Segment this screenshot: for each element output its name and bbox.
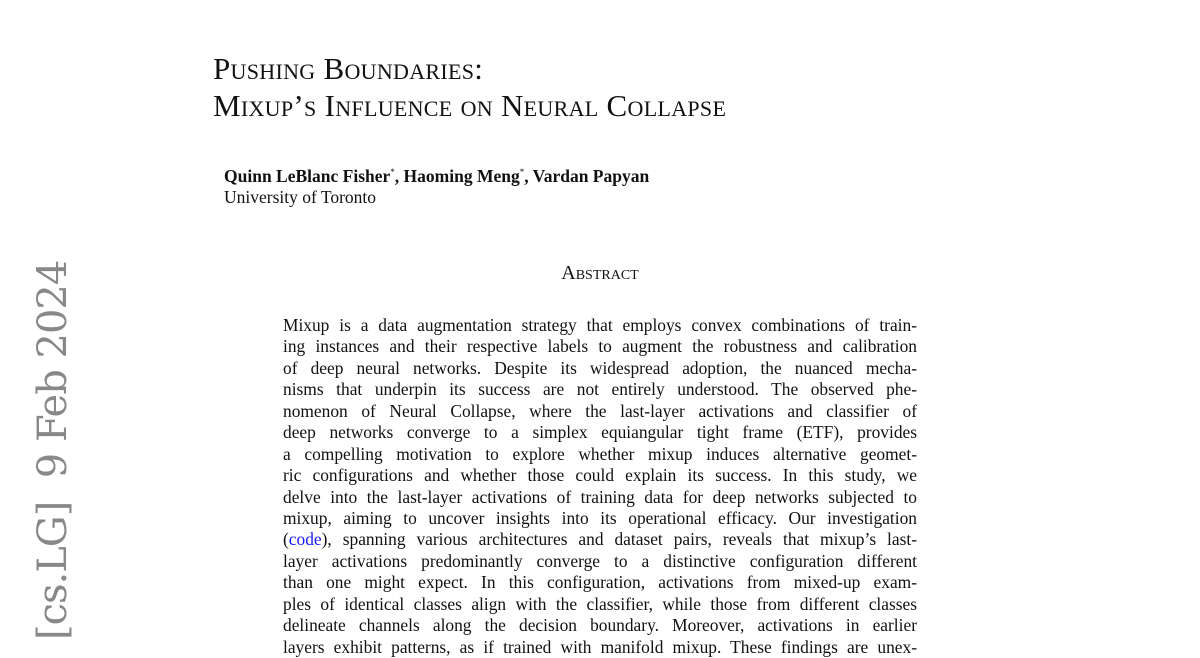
arxiv-date: 9 Feb 2024 [30, 260, 76, 479]
author-name: Vardan Papyan [532, 165, 650, 186]
title-line-2: Mixup’s Influence on Neural Collapse [213, 88, 727, 123]
paren: ( [283, 529, 289, 550]
author-name: Haoming Meng [403, 165, 520, 186]
title-line-1: Pushing Boundaries: [213, 51, 484, 86]
abstract-line-text: ), spanning various architectures and dataset pairs, reveals that mixup’s last- [321, 529, 917, 550]
abstract-line: ric configurations and whether those could explain its success. In this study, we [283, 465, 917, 486]
abstract-line: than one might expect. In this configuration, activations from mixed-up exam- [283, 572, 917, 593]
arxiv-category: [cs.LG] [30, 501, 76, 640]
equal-contribution-mark: * [390, 167, 395, 177]
abstract-line: nisms that underpin its success are not entirely understood. The observed phe- [283, 379, 917, 400]
abstract-line: layers exhibit patterns, as if trained with manifold mixup. These findings are unex- [283, 636, 917, 657]
abstract-heading: Abstract [561, 262, 639, 284]
author-name: Quinn LeBlanc Fisher [224, 165, 391, 186]
equal-contribution-mark: * [519, 167, 525, 177]
abstract-body [283, 315, 917, 658]
arxiv-side-label [30, 261, 76, 640]
abstract-line: layer activations predominantly converge to a distinctive configuration different [283, 550, 917, 571]
affiliation: University of Toronto [224, 186, 377, 207]
abstract-line: of deep neural networks. Despite its widespread adoption, the nuanced mecha- [283, 357, 917, 378]
abstract-line: Mixup is a data augmentation strategy that employs convex combinations of train- [283, 315, 917, 335]
code-link[interactable]: code [288, 529, 322, 550]
abstract-line [283, 529, 917, 550]
abstract-line: ing instances and their respective labels to augment the robustness and calibration [283, 336, 917, 357]
abstract-line: delve into the last-layer activations of training data for deep networks subjected to [283, 486, 917, 507]
abstract-line: a compelling motivation to explore whether mixup induces alternative geomet- [283, 443, 917, 464]
abstract-line: nomenon of Neural Collapse, where the last-layer activations and classifier of [283, 400, 917, 421]
abstract-line: delineate channels along the decision boundary. Moreover, activations in earlier [283, 615, 917, 636]
paper-title [213, 50, 726, 124]
author-block: Quinn LeBlanc Fisher*, Haoming Meng*, Vardan Papyan University of Toronto [224, 165, 650, 207]
abstract-line: deep networks converge to a simplex equiangular tight frame (ETF), provides [283, 422, 917, 443]
abstract-line: ples of identical classes align with the classifier, while those from different classes [283, 593, 917, 614]
abstract-line: mixup, aiming to uncover insights into its operational efficacy. Our investigation [283, 507, 917, 528]
